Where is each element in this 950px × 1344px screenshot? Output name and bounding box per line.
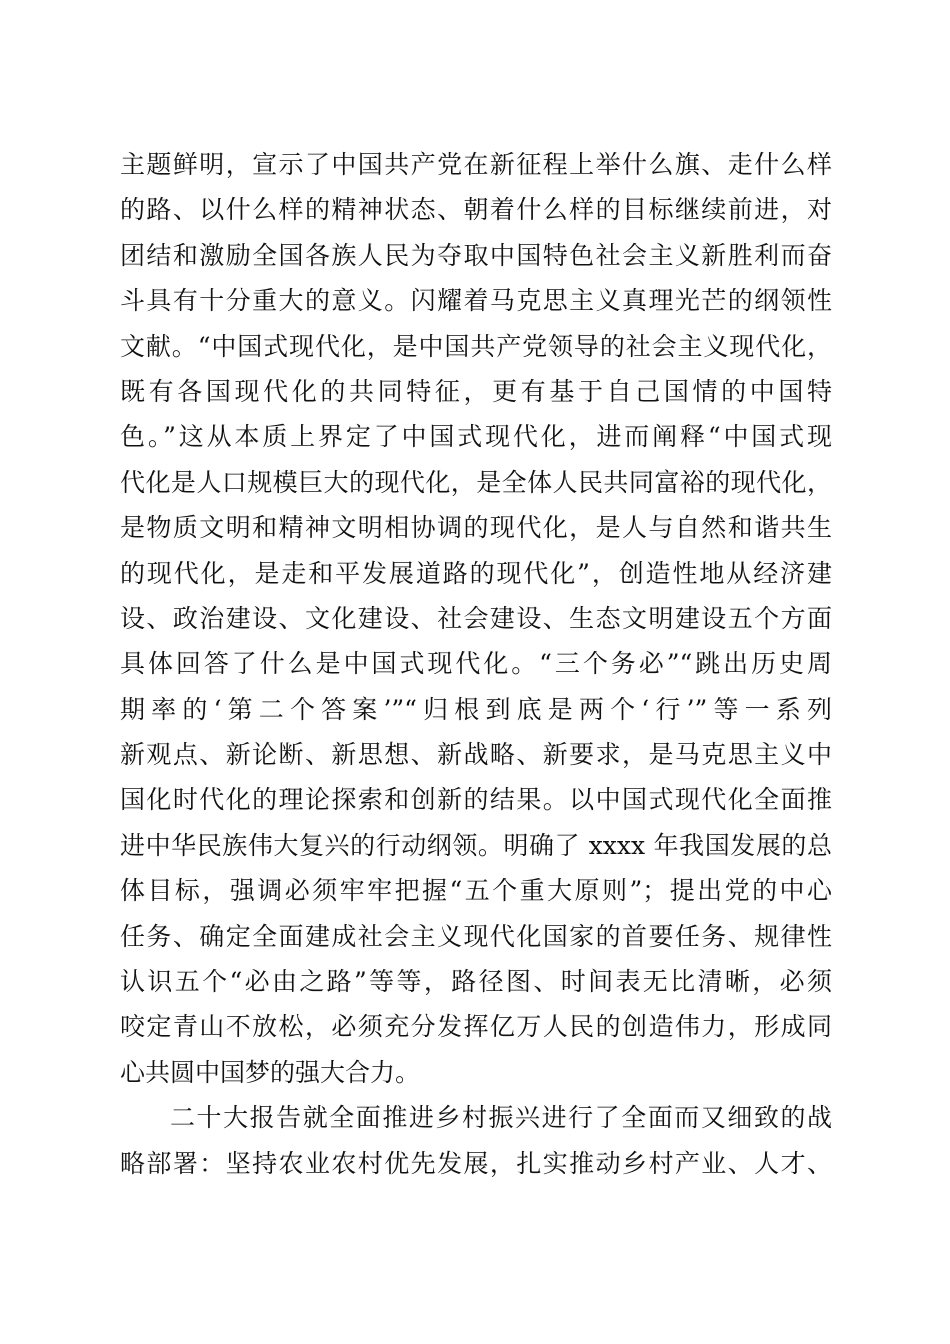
text-line: 任务、确定全面建成社会主义现代化国家的首要任务、规律性 bbox=[120, 921, 832, 951]
text-line: 期率的‘第二个答案’”“归根到底是两个‘行’”等一系列 bbox=[120, 694, 832, 724]
text-line: 是物质文明和精神文明相协调的现代化，是人与自然和谐共生 bbox=[120, 513, 832, 543]
text-line: 进中华民族伟大复兴的行动纲领。明确了 xxxx 年我国发展的总 bbox=[120, 830, 832, 860]
text-line: 主题鲜明，宣示了中国共产党在新征程上举什么旗、走什么样 bbox=[120, 150, 832, 179]
text-line: 咬定青山不放松，必须充分发挥亿万人民的创造伟力，形成同 bbox=[120, 1012, 832, 1042]
paragraph-1 bbox=[120, 142, 832, 1095]
text-line: 既有各国现代化的共同特征，更有基于自己国情的中国特 bbox=[120, 376, 832, 406]
text-line: 团结和激励全国各族人民为夺取中国特色社会主义新胜利而奋 bbox=[120, 240, 832, 270]
document-body bbox=[120, 142, 832, 1186]
text-line: 代化是人口规模巨大的现代化，是全体人民共同富裕的现代化， bbox=[120, 467, 832, 497]
text-line: 色。”这从本质上界定了中国式现代化，进而阐释“中国式现 bbox=[120, 422, 832, 452]
text-line: 文献。“中国式现代化，是中国共产党领导的社会主义现代化， bbox=[120, 331, 832, 361]
text-line: 体目标，强调必须牢牢把握“五个重大原则”；提出党的中心 bbox=[120, 876, 832, 906]
text-line: 认识五个“必由之路”等等，路径图、时间表无比清晰，必须 bbox=[120, 967, 832, 997]
paragraph-2 bbox=[120, 1095, 832, 1186]
text-line: 心共圆中国梦的强大合力。 bbox=[120, 1057, 421, 1087]
text-line: 斗具有十分重大的意义。闪耀着马克思主义真理光芒的纲领性 bbox=[120, 286, 832, 316]
text-line: 新观点、新论断、新思想、新战略、新要求，是马克思主义中 bbox=[120, 740, 832, 770]
text-line: 的现代化，是走和平发展道路的现代化”，创造性地从经济建 bbox=[120, 558, 832, 588]
text-line: 具体回答了什么是中国式现代化。“三个务必”“跳出历史周 bbox=[120, 649, 832, 679]
text-line: 二十大报告就全面推进乡村振兴进行了全面而又细致的战 bbox=[170, 1103, 832, 1133]
text-line: 略部署：坚持农业农村优先发展，扎实推动乡村产业、人才、 bbox=[120, 1148, 832, 1178]
text-line: 设、政治建设、文化建设、社会建设、生态文明建设五个方面 bbox=[120, 603, 832, 633]
text-line: 的路、以什么样的精神状态、朝着什么样的目标继续前进，对 bbox=[120, 195, 832, 225]
text-line: 国化时代化的理论探索和创新的结果。以中国式现代化全面推 bbox=[120, 785, 832, 815]
